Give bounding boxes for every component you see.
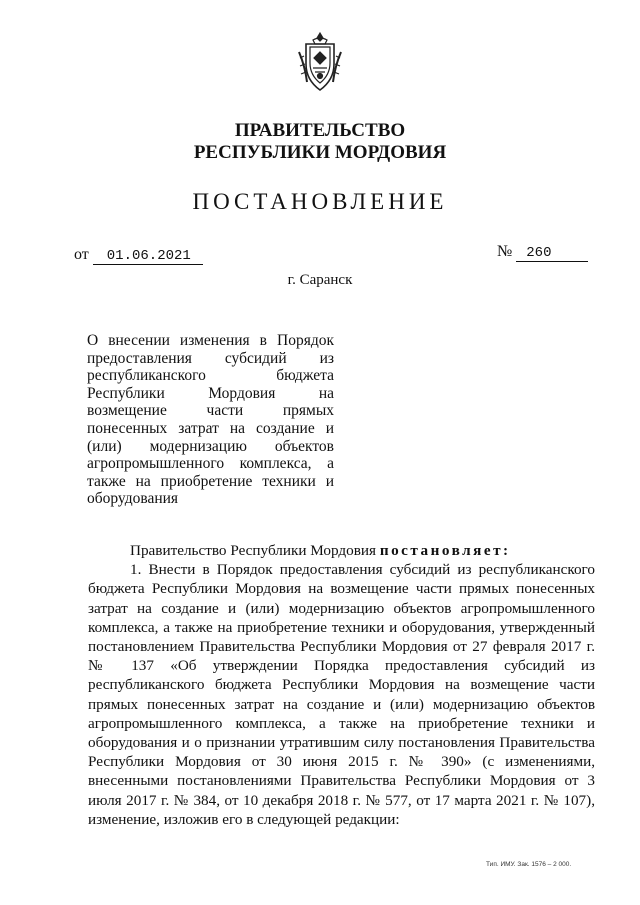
document-date: 01.06.2021 xyxy=(93,248,203,265)
city-name: г. Саранск xyxy=(287,272,353,288)
coat-of-arms-icon xyxy=(297,30,343,94)
decree-intro-text: Правительство Республики Мордовия xyxy=(130,542,377,559)
date-field xyxy=(74,246,203,265)
number-prefix: № xyxy=(497,243,513,260)
date-prefix: от xyxy=(74,246,89,263)
document-body xyxy=(88,541,595,829)
print-info: Тип. ИМУ. Зак. 1576 – 2 000. xyxy=(486,861,572,868)
government-title-line2: РЕСПУБЛИКИ МОРДОВИЯ xyxy=(193,142,447,163)
document-type-heading: ПОСТАНОВЛЕНИЕ xyxy=(192,189,448,214)
document-subject: О внесении изменения в Порядок предоставления субсидий из республиканского бюджета Республики Мордовия на возмещение части прямых понесенных затрат на создание и (или) модернизацию объектов агропромышленного комплекса, а также на приобретение техники и оборудования xyxy=(87,332,334,508)
decree-item-1: 1. Внести в Порядок предоставления субсидий из республиканского бюджета Республики Мордовия на возмещение части прямых понесенных затрат на создание и (или) модернизацию объектов агропромышленного комплекса, а также на приобретение техники и оборудования, утвержденный постановлением Правительства Республики Мордовия от 27 февраля 2017 г. № 137 «Об утверждении Порядка предоставления субсидий из республиканского бюджета Республики Мордовия на возмещение части прямых понесенных затрат на создание и (или) модернизацию объектов агропромышленного комплекса, а также на приобретение техники и оборудования и о признании утратившим силу постановления Правительства Республики Мордовия от 30 июня 2015 г. № 390» (с изменениями, внесенными постановлениями Правительства Республики Мордовия от 3 июля 2017 г. № 384, от 10 декабря 2018 г. № 577, от 17 марта 2021 г. № 107), изменение, изложив его в следующей редакции: xyxy=(88,561,595,828)
document-number: 260 xyxy=(516,245,588,262)
decree-word: постановляет: xyxy=(379,542,511,559)
number-field xyxy=(497,243,588,262)
government-title-line1: ПРАВИТЕЛЬСТВО xyxy=(234,120,406,141)
decree-intro xyxy=(88,541,595,560)
